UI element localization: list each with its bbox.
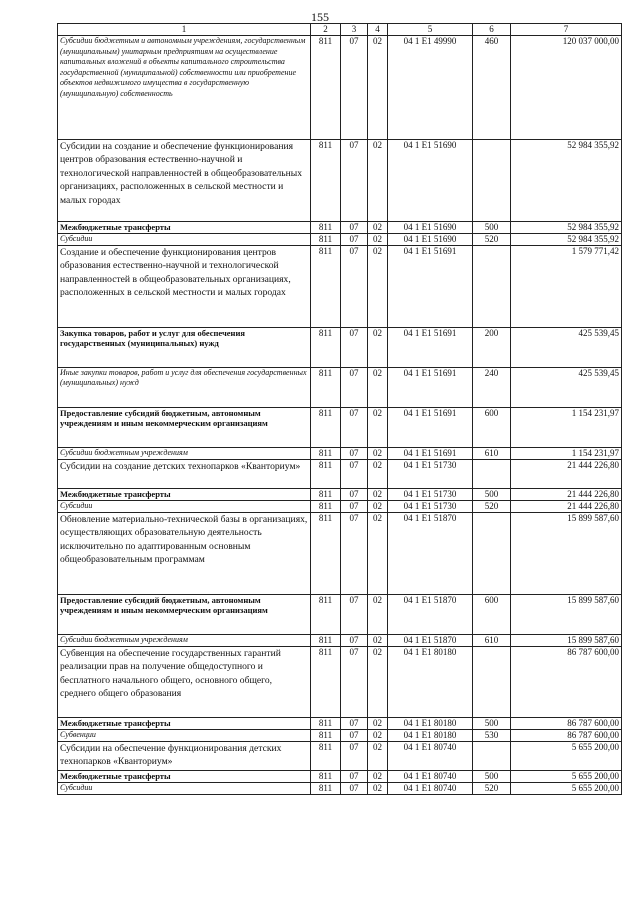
header-col-3: 3 [341, 24, 368, 36]
subsection-code: 02 [368, 741, 388, 770]
section-code: 07 [341, 500, 368, 512]
expense-type-code [473, 140, 511, 222]
target-article-code: 04 1 E1 80180 [388, 729, 473, 741]
expense-type-code: 520 [473, 233, 511, 245]
row-description: Субсидии бюджетным и автономным учреждениям, государственным (муниципальным) унитарным предприятиям на осуществление капитальных вложений в объекты капитального строительства государственной (муниципальной) собственности или приобретение объектов недвижимого имущества в государственную (муниципальную) собственность [58, 36, 311, 140]
ministry-code: 811 [311, 245, 341, 327]
row-description: Субвенции [58, 729, 311, 741]
subsection-code: 02 [368, 407, 388, 447]
target-article-code: 04 1 E1 80180 [388, 717, 473, 729]
section-code: 07 [341, 729, 368, 741]
amount: 52 984 355,92 [511, 233, 622, 245]
expense-type-code: 500 [473, 770, 511, 782]
row-description: Межбюджетные трансферты [58, 488, 311, 500]
page-number: 155 [311, 10, 329, 24]
subsection-code: 02 [368, 36, 388, 140]
expense-type-code: 520 [473, 782, 511, 794]
subsection-code: 02 [368, 367, 388, 407]
target-article-code: 04 1 E1 51730 [388, 488, 473, 500]
table-row [58, 140, 622, 222]
row-description: Иные закупки товаров, работ и услуг для обеспечения государственных (муниципальных) нужд [58, 367, 311, 407]
section-code: 07 [341, 459, 368, 488]
expense-type-code: 500 [473, 222, 511, 234]
expense-type-code [473, 741, 511, 770]
ministry-code: 811 [311, 770, 341, 782]
ministry-code: 811 [311, 447, 341, 459]
amount: 86 787 600,00 [511, 717, 622, 729]
expense-type-code [473, 245, 511, 327]
expense-type-code [473, 459, 511, 488]
ministry-code: 811 [311, 717, 341, 729]
table-row [58, 327, 622, 367]
expense-type-code: 460 [473, 36, 511, 140]
subsection-code: 02 [368, 327, 388, 367]
ministry-code: 811 [311, 36, 341, 140]
row-description: Субсидии бюджетным учреждениям [58, 634, 311, 646]
table-row [58, 447, 622, 459]
subsection-code: 02 [368, 717, 388, 729]
section-code: 07 [341, 594, 368, 634]
amount: 425 539,45 [511, 327, 622, 367]
ministry-code: 811 [311, 634, 341, 646]
amount: 5 655 200,00 [511, 741, 622, 770]
amount: 86 787 600,00 [511, 646, 622, 717]
subsection-code: 02 [368, 459, 388, 488]
expense-type-code: 200 [473, 327, 511, 367]
expense-type-code: 520 [473, 500, 511, 512]
amount: 21 444 226,80 [511, 500, 622, 512]
ministry-code: 811 [311, 512, 341, 594]
table-row [58, 407, 622, 447]
section-code: 07 [341, 717, 368, 729]
amount: 1 579 771,42 [511, 245, 622, 327]
table-row [58, 741, 622, 770]
header-col-7: 7 [511, 24, 622, 36]
table-row [58, 594, 622, 634]
target-article-code: 04 1 E1 51730 [388, 459, 473, 488]
section-code: 07 [341, 245, 368, 327]
section-code: 07 [341, 741, 368, 770]
target-article-code: 04 1 E1 51690 [388, 222, 473, 234]
target-article-code: 04 1 E1 80740 [388, 770, 473, 782]
subsection-code: 02 [368, 782, 388, 794]
amount: 21 444 226,80 [511, 459, 622, 488]
expense-type-code: 500 [473, 488, 511, 500]
table-row [58, 459, 622, 488]
expense-type-code: 600 [473, 407, 511, 447]
row-description: Субсидии на создание детских технопарков «Кванториум» [58, 459, 311, 488]
expense-type-code: 600 [473, 594, 511, 634]
subsection-code: 02 [368, 770, 388, 782]
section-code: 07 [341, 327, 368, 367]
target-article-code: 04 1 E1 51870 [388, 512, 473, 594]
ministry-code: 811 [311, 367, 341, 407]
ministry-code: 811 [311, 741, 341, 770]
section-code: 07 [341, 634, 368, 646]
table-row [58, 717, 622, 729]
table-row [58, 770, 622, 782]
table-row [58, 512, 622, 594]
target-article-code: 04 1 E1 80740 [388, 782, 473, 794]
amount: 52 984 355,92 [511, 140, 622, 222]
header-col-4: 4 [368, 24, 388, 36]
row-description: Субсидии на обеспечение функционирования детских технопарков «Кванториум» [58, 741, 311, 770]
section-code: 07 [341, 646, 368, 717]
table-row [58, 367, 622, 407]
row-description: Предоставление субсидий бюджетным, автономным учреждениям и иным некоммерческим организациям [58, 407, 311, 447]
subsection-code: 02 [368, 447, 388, 459]
section-code: 07 [341, 447, 368, 459]
header-col-2: 2 [311, 24, 341, 36]
target-article-code: 04 1 E1 80180 [388, 646, 473, 717]
row-description: Субсидии бюджетным учреждениям [58, 447, 311, 459]
section-code: 07 [341, 140, 368, 222]
table-row [58, 233, 622, 245]
table-row [58, 782, 622, 794]
expense-type-code: 610 [473, 447, 511, 459]
row-description: Субсидии на создание и обеспечение функционирования центров образования естественно-научной и технологической направленностей в общеобразовательных организациях, расположенных в сельской местности и малых городах [58, 140, 311, 222]
row-description: Субсидии [58, 500, 311, 512]
amount: 52 984 355,92 [511, 222, 622, 234]
subsection-code: 02 [368, 634, 388, 646]
expense-type-code: 500 [473, 717, 511, 729]
target-article-code: 04 1 E1 51730 [388, 500, 473, 512]
amount: 15 899 587,60 [511, 594, 622, 634]
ministry-code: 811 [311, 782, 341, 794]
amount: 15 899 587,60 [511, 634, 622, 646]
section-code: 07 [341, 488, 368, 500]
expense-type-code: 240 [473, 367, 511, 407]
amount: 1 154 231,97 [511, 407, 622, 447]
amount: 425 539,45 [511, 367, 622, 407]
amount: 120 037 000,00 [511, 36, 622, 140]
amount: 5 655 200,00 [511, 782, 622, 794]
target-article-code: 04 1 E1 80740 [388, 741, 473, 770]
amount: 1 154 231,97 [511, 447, 622, 459]
table-row [58, 646, 622, 717]
row-description: Межбюджетные трансферты [58, 717, 311, 729]
target-article-code: 04 1 E1 51870 [388, 634, 473, 646]
target-article-code: 04 1 E1 51691 [388, 367, 473, 407]
section-code: 07 [341, 222, 368, 234]
target-article-code: 04 1 E1 51691 [388, 245, 473, 327]
section-code: 07 [341, 233, 368, 245]
target-article-code: 04 1 E1 51691 [388, 447, 473, 459]
amount: 21 444 226,80 [511, 488, 622, 500]
row-description: Создание и обеспечение функционирования центров образования естественно-научной и технологической направленностей в общеобразовательных организациях, расположенных в сельской местности и малых городах [58, 245, 311, 327]
row-description: Обновление материально-технической базы в организациях, осуществляющих образовательную деятельность исключительно по адаптированным основным общеобразовательным программам [58, 512, 311, 594]
amount: 15 899 587,60 [511, 512, 622, 594]
section-code: 07 [341, 512, 368, 594]
target-article-code: 04 1 E1 49990 [388, 36, 473, 140]
expense-type-code [473, 646, 511, 717]
ministry-code: 811 [311, 594, 341, 634]
table-row [58, 36, 622, 140]
row-description: Субсидии [58, 782, 311, 794]
amount: 86 787 600,00 [511, 729, 622, 741]
subsection-code: 02 [368, 233, 388, 245]
table-row [58, 222, 622, 234]
ministry-code: 811 [311, 222, 341, 234]
header-col-5: 5 [388, 24, 473, 36]
row-description: Межбюджетные трансферты [58, 770, 311, 782]
row-description: Межбюджетные трансферты [58, 222, 311, 234]
table-row [58, 729, 622, 741]
target-article-code: 04 1 E1 51870 [388, 594, 473, 634]
ministry-code: 811 [311, 327, 341, 367]
expense-type-code: 530 [473, 729, 511, 741]
subsection-code: 02 [368, 594, 388, 634]
table-row [58, 500, 622, 512]
section-code: 07 [341, 407, 368, 447]
budget-table [57, 23, 622, 795]
target-article-code: 04 1 E1 51691 [388, 327, 473, 367]
subsection-code: 02 [368, 646, 388, 717]
table-header-row [58, 24, 622, 36]
subsection-code: 02 [368, 245, 388, 327]
ministry-code: 811 [311, 488, 341, 500]
table-row [58, 488, 622, 500]
table-row [58, 634, 622, 646]
subsection-code: 02 [368, 488, 388, 500]
ministry-code: 811 [311, 500, 341, 512]
amount: 5 655 200,00 [511, 770, 622, 782]
target-article-code: 04 1 E1 51690 [388, 233, 473, 245]
header-col-6: 6 [473, 24, 511, 36]
table-body [58, 36, 622, 795]
subsection-code: 02 [368, 512, 388, 594]
table-row [58, 245, 622, 327]
target-article-code: 04 1 E1 51690 [388, 140, 473, 222]
row-description: Субсидии [58, 233, 311, 245]
section-code: 07 [341, 367, 368, 407]
section-code: 07 [341, 770, 368, 782]
subsection-code: 02 [368, 500, 388, 512]
ministry-code: 811 [311, 233, 341, 245]
subsection-code: 02 [368, 140, 388, 222]
section-code: 07 [341, 782, 368, 794]
subsection-code: 02 [368, 729, 388, 741]
target-article-code: 04 1 E1 51691 [388, 407, 473, 447]
row-description: Закупка товаров, работ и услуг для обеспечения государственных (муниципальных) нужд [58, 327, 311, 367]
expense-type-code: 610 [473, 634, 511, 646]
header-col-1: 1 [58, 24, 311, 36]
row-description: Предоставление субсидий бюджетным, автономным учреждениям и иным некоммерческим организациям [58, 594, 311, 634]
row-description: Субвенция на обеспечение государственных гарантий реализации прав на получение общедоступного и бесплатного начального общего, основного общего, среднего общего образования [58, 646, 311, 717]
expense-type-code [473, 512, 511, 594]
ministry-code: 811 [311, 729, 341, 741]
ministry-code: 811 [311, 646, 341, 717]
section-code: 07 [341, 36, 368, 140]
ministry-code: 811 [311, 407, 341, 447]
ministry-code: 811 [311, 459, 341, 488]
subsection-code: 02 [368, 222, 388, 234]
ministry-code: 811 [311, 140, 341, 222]
